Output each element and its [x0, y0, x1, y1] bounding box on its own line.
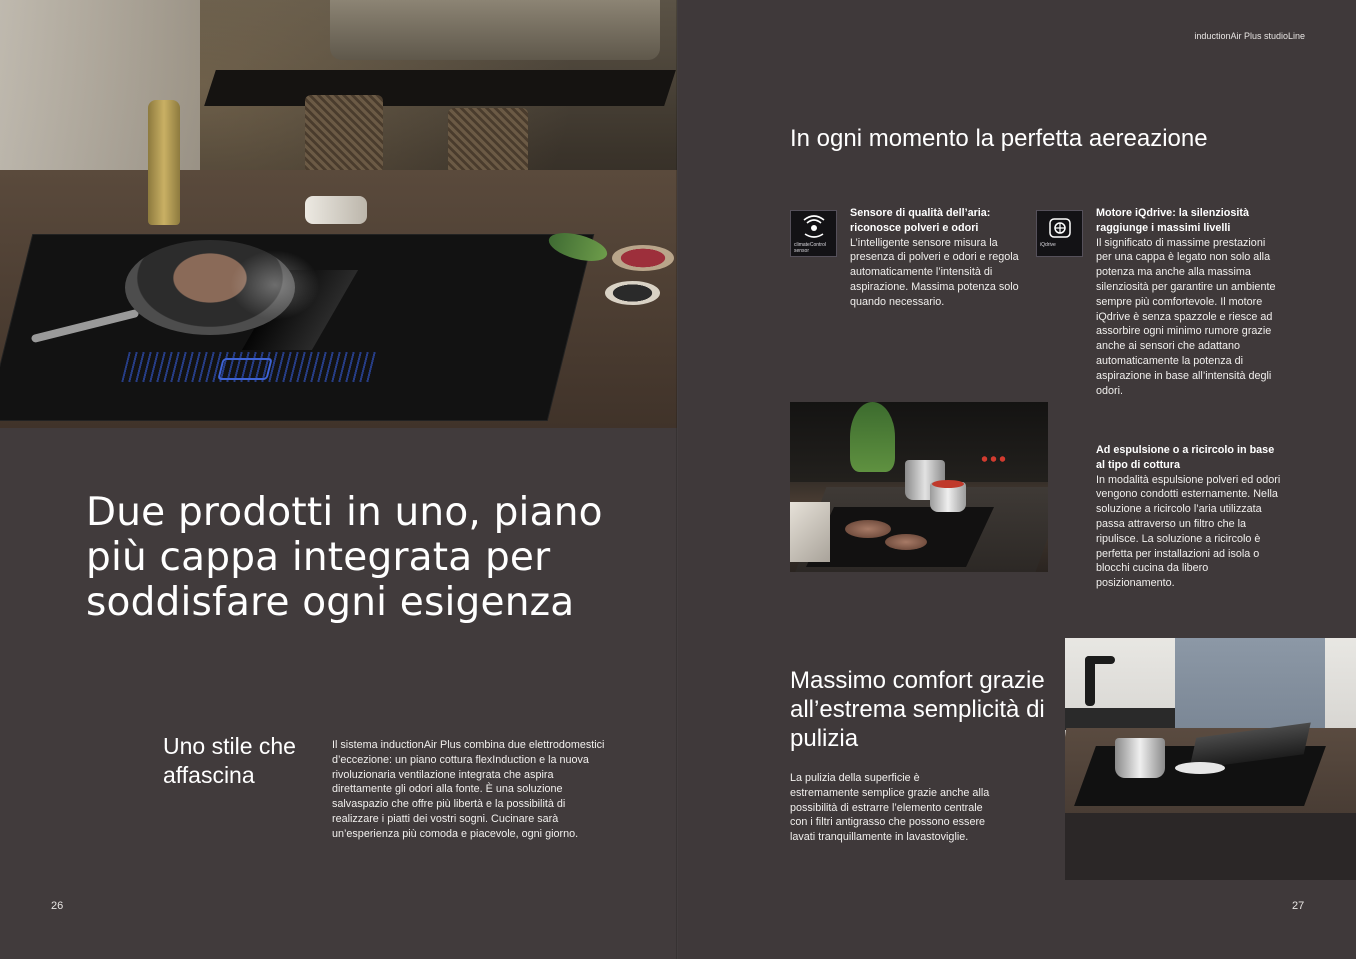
feature-body: In modalità espulsione polveri ed odori vengono condotti esternamente. Nella soluzione a ricircolo l’aria utilizzata passa attraverso un filtro che la ripulisce. La soluzione a ricircolo è perfetta per installazioni ad isola o blocchi cucina da libero posizionamento. [1096, 473, 1281, 590]
cooking-hob-photo [790, 402, 1048, 572]
style-section-body: Il sistema inductionAir Plus combina due elettrodomestici d’eccezione: un piano cottura flexInduction e la nuova rivoluzionaria ventilazione integrata che aspira direttamente gli odori alla fonte. È una soluzione salvaspazio che offre più libertà e la possibilità di realizzare i piatti dei vostri sogni. Cucinare sarà un’esperienza più comoda e piacevole, ogni giorno. [332, 739, 605, 840]
cleaning-photo [1065, 638, 1356, 880]
kitchen-hero-photo [0, 0, 677, 428]
feature-body: L’intelligente sensore misura la presenza di polveri e odori e regola automaticamente l’intensità di aspirazione. Massima potenza solo quando necessario. [850, 236, 1019, 308]
aeration-headline: In ogni momento la perfetta aereazione [790, 125, 1208, 152]
running-head: inductionAir Plus studioLine [1194, 31, 1305, 41]
sensor-icon-label: climateControl sensor [794, 242, 826, 254]
comfort-section-body: La pulizia della superficie è estremamente semplice grazie anche alla possibilità di estrarre l’elemento centrale con i filtri antigrasso che possono essere lavati tranquillamente in lavastoviglie. [790, 772, 990, 844]
comfort-section-title: Massimo comfort grazie all’estrema semplicità di pulizia [790, 667, 1045, 752]
iqdrive-motor-icon [1036, 210, 1083, 257]
style-section-title: Uno stile che affascina [163, 733, 296, 788]
page-headline: Due prodotti in uno, piano più cappa integrata per soddisfare ogni esigenza [86, 490, 603, 625]
feature-iqdrive-motor [1096, 206, 1281, 398]
feature-body: Il significato di massime prestazioni per una cappa è legato non solo alla potenza ma anche alla massima silenziosità per garantire un ambiente sempre più comfortevole. Il motore iQdrive è senza spazzole e riesce ad assorbire ogni minimo rumore grazie anche ai sensori che adattano automaticamente la potenza di aspirazione in base all’intensità degli odori. [1096, 236, 1276, 397]
motor-icon-label: iQdrive [1040, 242, 1056, 248]
feature-title: Ad espulsione o a ricircolo in base al tipo di cottura [1096, 444, 1275, 471]
feature-title: Motore iQdrive: la silenziosità raggiunge i massimi livelli [1096, 207, 1249, 234]
feature-extraction-recirculation [1096, 443, 1281, 591]
feature-title: Sensore di qualità dell’aria: riconosce polveri e odori [850, 207, 991, 234]
feature-air-sensor [850, 206, 1035, 310]
climate-control-sensor-icon [790, 210, 837, 257]
page-number-right: 27 [1292, 900, 1305, 912]
page-number-left: 26 [51, 900, 64, 912]
